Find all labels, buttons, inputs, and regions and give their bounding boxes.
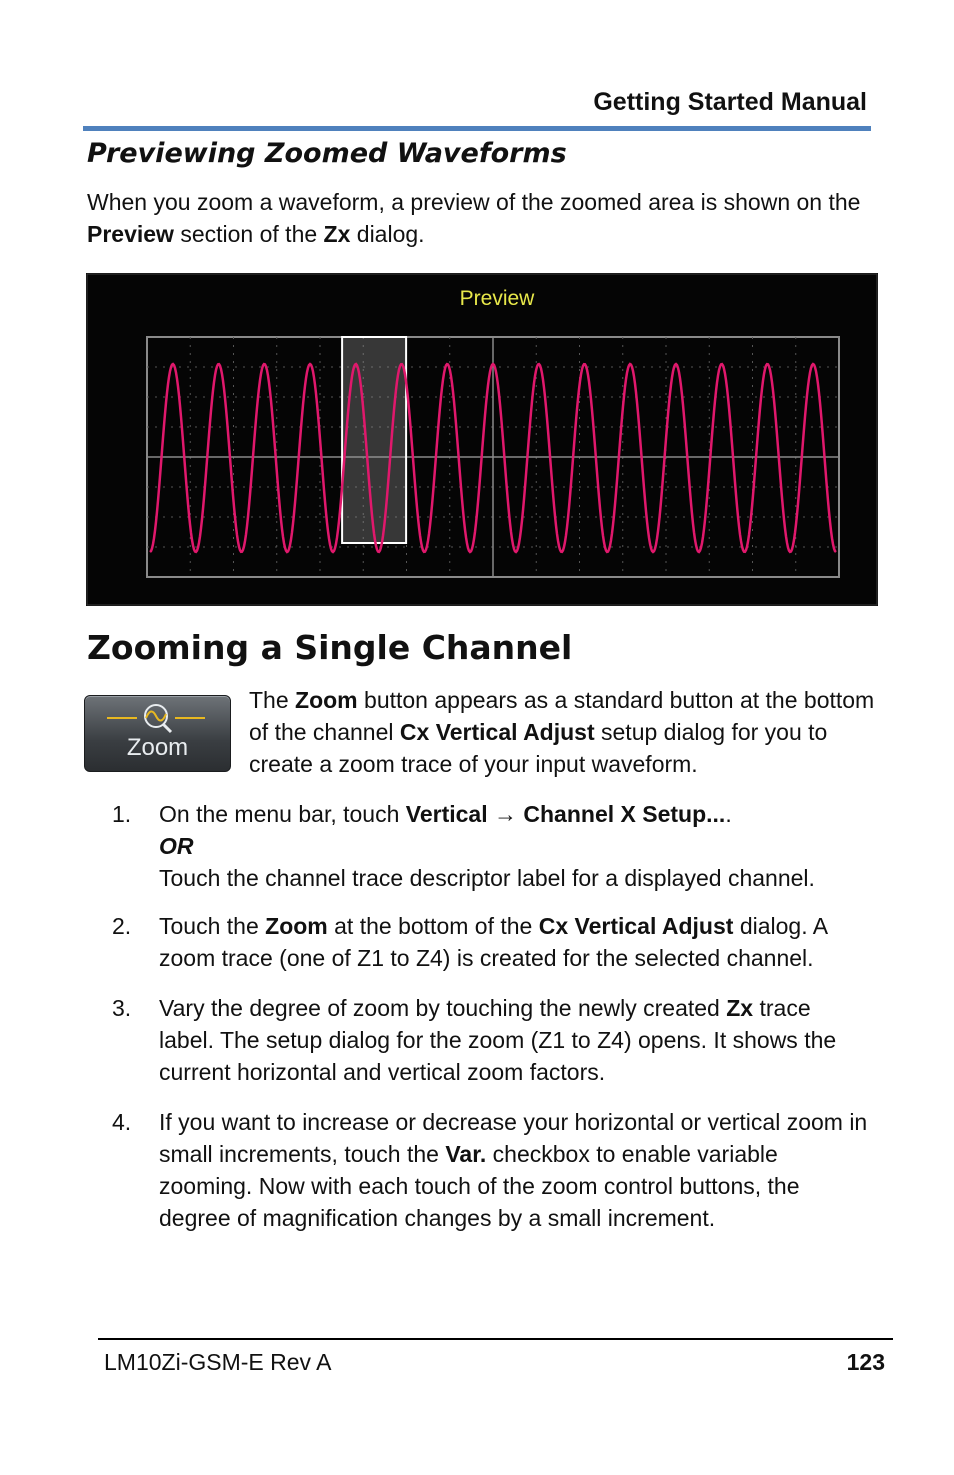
step-line	[159, 862, 869, 894]
zoom-button-description	[249, 684, 879, 780]
step-run: Cx Vertical Adjust	[538, 913, 734, 939]
step-number: 4.	[112, 1109, 132, 1135]
step-run: OR	[159, 833, 194, 859]
step-run: Touch the channel trace descriptor label for a displayed channel.	[159, 865, 815, 891]
step-run: at the bottom of the	[327, 913, 539, 939]
intro-run: section of the	[173, 221, 324, 247]
header-rule	[83, 126, 871, 131]
section-heading-zooming: Zooming a Single Channel	[87, 628, 573, 667]
running-header: Getting Started Manual	[593, 88, 867, 116]
step-line	[159, 910, 869, 974]
intro-paragraph	[87, 186, 877, 250]
zoom-desc-run: button appears as a standard button at the bottom of the channel	[249, 687, 875, 745]
step-number: 2.	[112, 913, 132, 939]
step-text	[159, 798, 869, 894]
section-heading-previewing: Previewing Zoomed Waveforms	[87, 138, 567, 169]
step-run: Var.	[445, 1141, 487, 1167]
step-run: If you want to increase or decrease your horizontal or vertical zoom in small increments, touch the	[159, 1109, 868, 1167]
intro-run: Zx	[323, 221, 351, 247]
preview-label: Preview	[459, 287, 535, 310]
zoom-region-box[interactable]	[342, 337, 406, 543]
step-line	[159, 798, 869, 830]
zoom-desc-run: The	[249, 687, 296, 713]
step-number: 1.	[112, 801, 132, 827]
step-run: Vertical → Channel X Setup...	[405, 801, 726, 827]
step-text	[159, 910, 869, 974]
step-line	[159, 992, 869, 1088]
step-run: trace label. The setup dialog for the zoom (Z1 to Z4) opens. It shows the current horizontal and vertical zoom factors.	[159, 995, 837, 1085]
step-run: Touch the	[159, 913, 266, 939]
step-run: On the menu bar, touch	[159, 801, 406, 827]
step-number: 3.	[112, 995, 132, 1021]
preview-waveform-display	[86, 273, 878, 606]
zoom-desc-run: setup dialog for you to create a zoom trace of your input waveform.	[249, 719, 828, 777]
step-run: Zoom	[265, 913, 328, 939]
preview-screenshot	[86, 273, 878, 606]
intro-run: When you zoom a waveform, a preview of the zoomed area is shown on the	[87, 189, 861, 215]
page-number: 123	[846, 1349, 885, 1375]
zoom-desc-run: Cx Vertical Adjust	[399, 719, 595, 745]
step-text	[159, 1106, 869, 1234]
step-run: Vary the degree of zoom by touching the newly created	[159, 995, 727, 1021]
zoom-button-label: Zoom	[126, 734, 189, 761]
step-line	[159, 830, 869, 862]
step-run: Zx	[726, 995, 754, 1021]
step-run: checkbox to enable variable zooming. Now with each touch of the zoom control buttons, the degree of magnification changes by a small increment.	[159, 1141, 800, 1231]
zoom-desc-run: Zoom	[295, 687, 358, 713]
step-text	[159, 992, 869, 1088]
zoom-button[interactable]	[84, 695, 231, 772]
step-line	[159, 1106, 869, 1234]
step-run: dialog. A zoom trace (one of Z1 to Z4) is created for the selected channel.	[159, 913, 827, 971]
intro-run: Preview	[87, 221, 174, 247]
footer-doc-id: LM10Zi-GSM-E Rev A	[104, 1349, 332, 1375]
footer-rule	[98, 1338, 893, 1340]
step-run: .	[725, 801, 732, 827]
intro-run: dialog.	[350, 221, 425, 247]
